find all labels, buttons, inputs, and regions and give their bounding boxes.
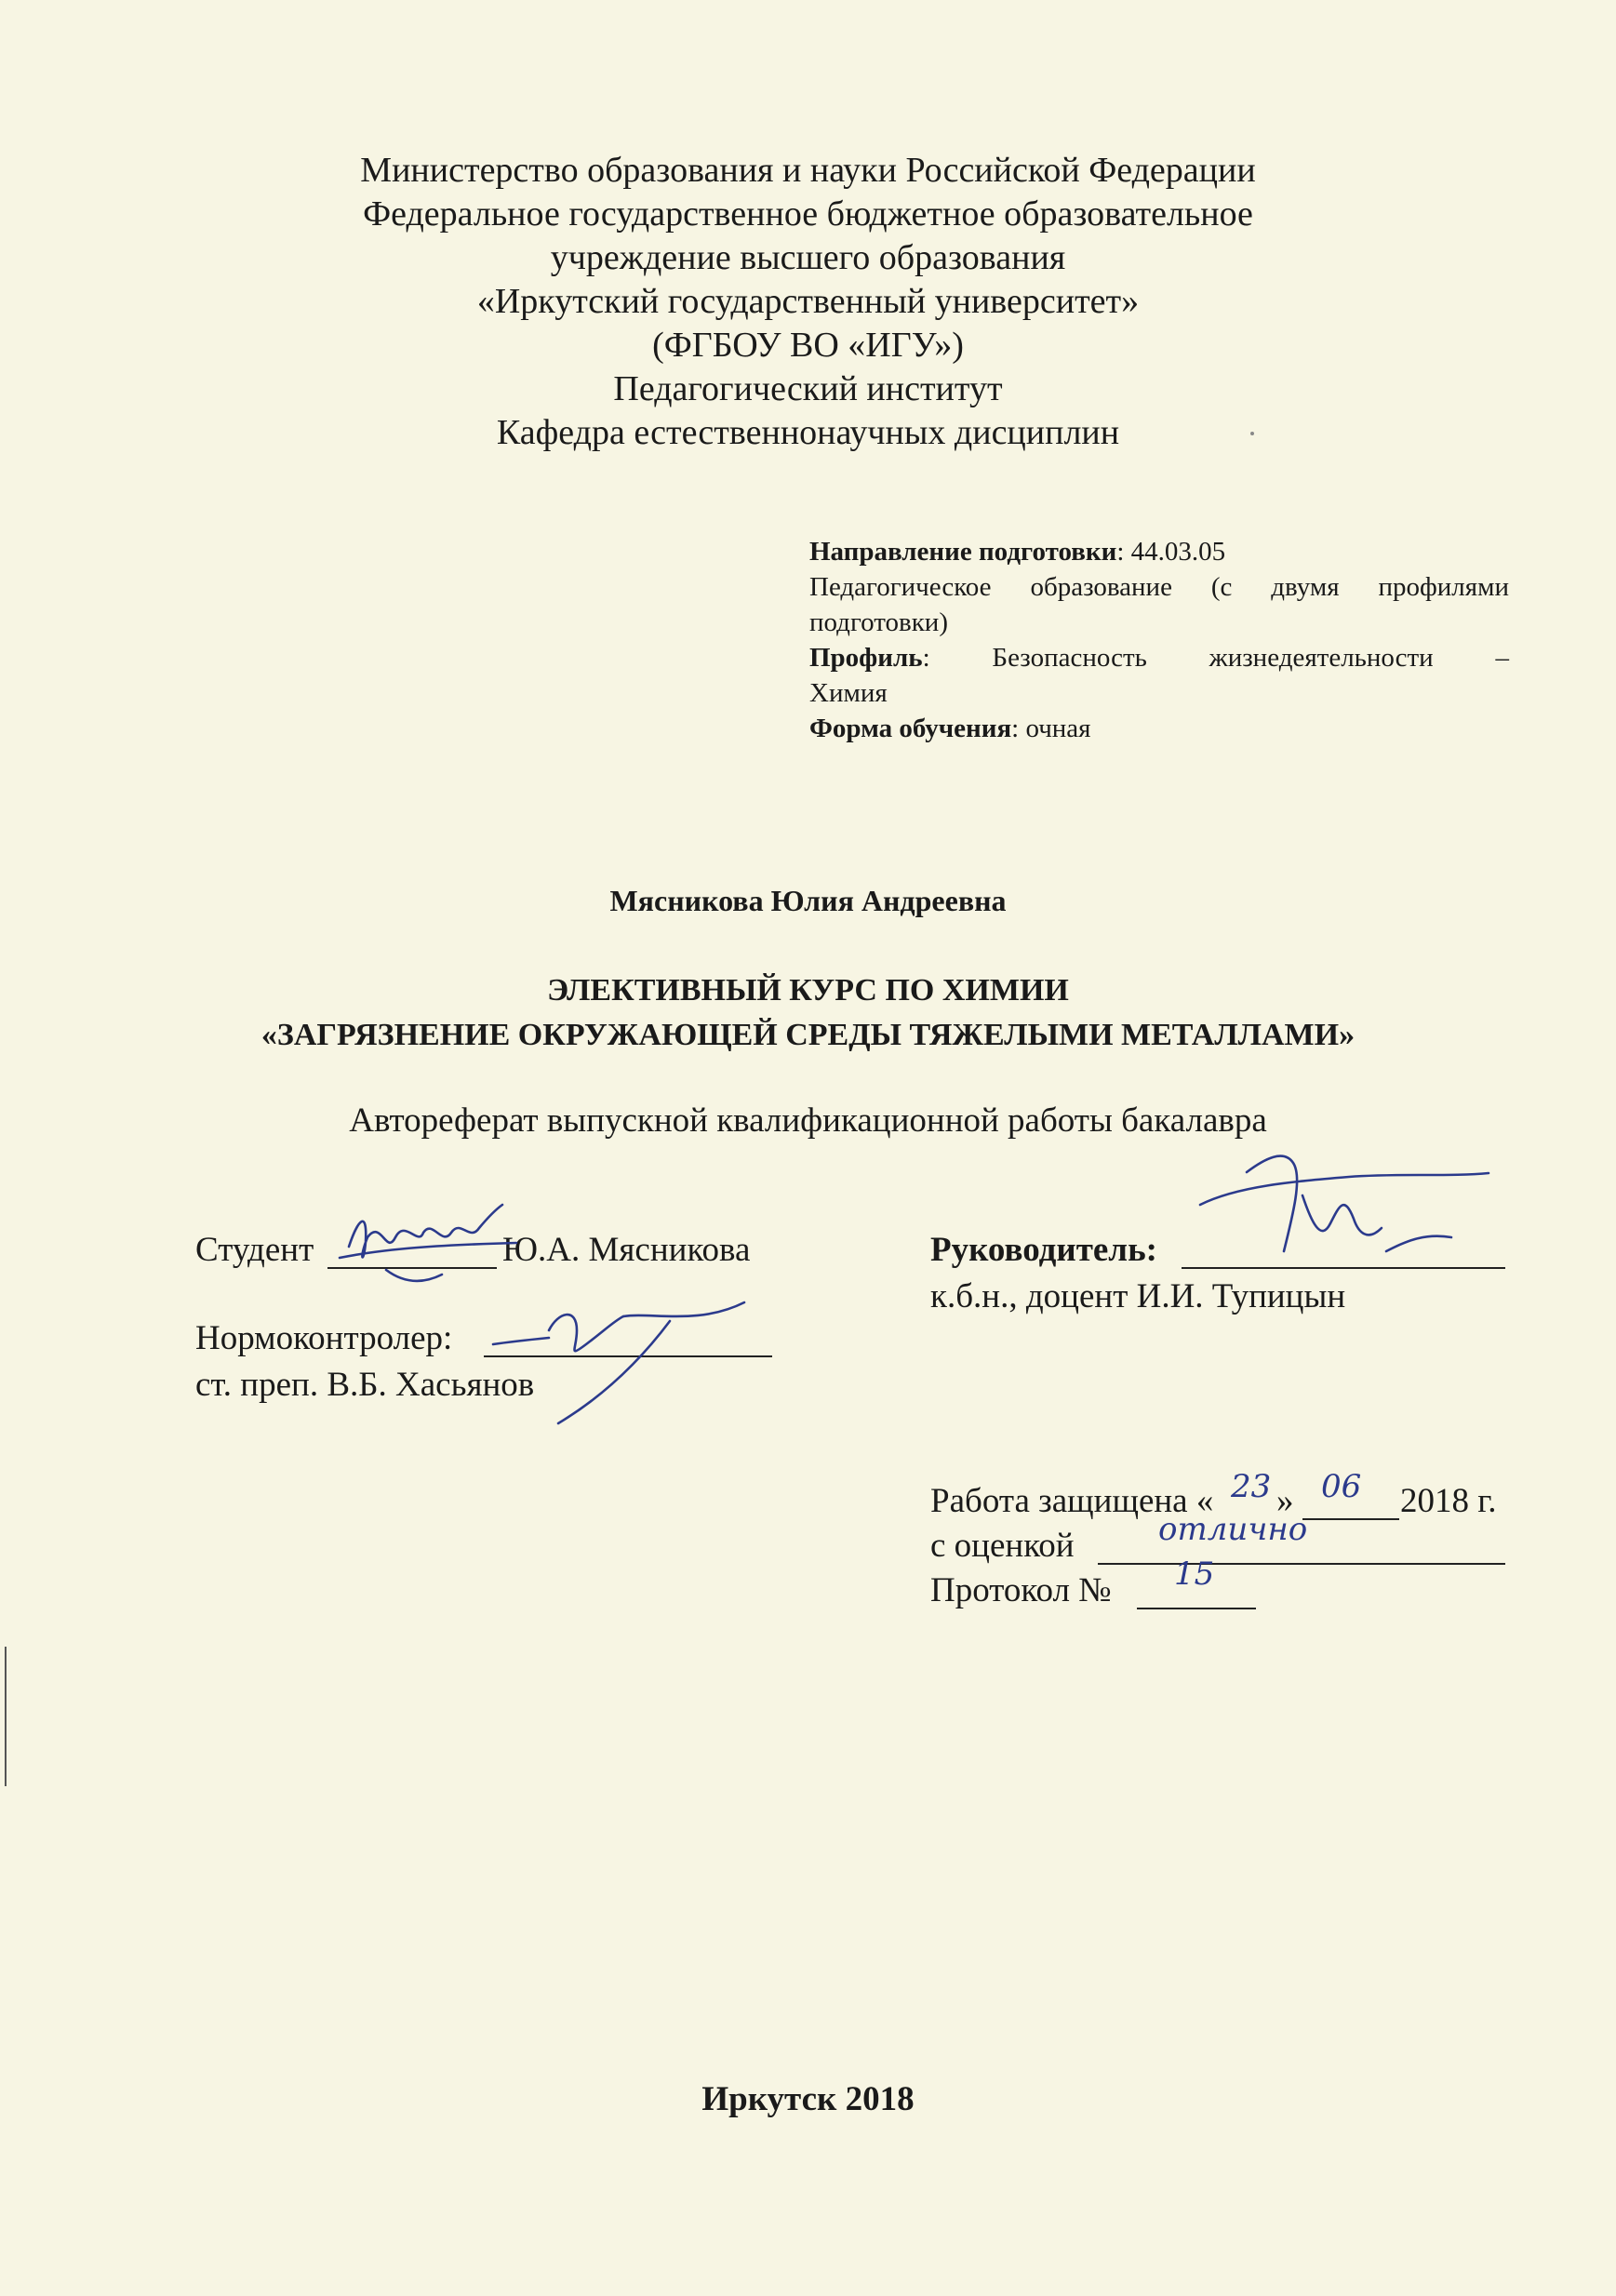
defense-month-line bbox=[1302, 1518, 1399, 1520]
protocol-line bbox=[1137, 1608, 1256, 1609]
defense-quote-close: » bbox=[1276, 1482, 1294, 1520]
defense-month: 06 bbox=[1321, 1468, 1362, 1505]
defense-year: 2018 г. bbox=[1400, 1482, 1497, 1520]
direction-line3: подготовки) bbox=[809, 607, 948, 637]
grade-value: отлично bbox=[1158, 1511, 1308, 1548]
normcontrol-handwritten-signature bbox=[484, 1293, 763, 1433]
header-line-institution: учреждение высшего образования bbox=[550, 238, 1066, 277]
direction-label: Направление подготовки bbox=[809, 537, 1117, 567]
student-label: Студент bbox=[195, 1231, 314, 1269]
profile-value-line2: Химия bbox=[809, 678, 888, 708]
header-line-department: Кафедра естественнонаучных дисциплин bbox=[496, 413, 1120, 452]
header-line-abbrev: (ФГБОУ ВО «ИГУ») bbox=[652, 326, 964, 365]
title-line1: ЭЛЕКТИВНЫЙ КУРС ПО ХИМИИ bbox=[547, 973, 1069, 1008]
supervisor-name: к.б.н., доцент И.И. Тупицын bbox=[930, 1277, 1346, 1315]
grade-label: с оценкой bbox=[930, 1527, 1075, 1565]
speck-mark bbox=[1250, 432, 1254, 435]
student-handwritten-signature bbox=[330, 1191, 526, 1293]
header-line-institute: Педагогический институт bbox=[613, 369, 1003, 408]
direction-row bbox=[809, 534, 1509, 569]
work-title bbox=[0, 968, 1616, 1058]
program-info bbox=[809, 534, 1509, 746]
profile-value: : Безопасность жизнедеятельности – bbox=[922, 643, 1509, 673]
profile-row bbox=[809, 640, 1509, 675]
protocol-label: Протокол № bbox=[930, 1571, 1112, 1609]
title-line2: «ЗАГРЯЗНЕНИЕ ОКРУЖАЮЩЕЙ СРЕДЫ ТЯЖЕЛЫМИ МЕТАЛЛАМИ» bbox=[260, 1018, 1356, 1052]
header-line-university: «Иркутский государственный университет» bbox=[476, 282, 1140, 321]
form-value: : очная bbox=[1011, 714, 1091, 743]
institution-header bbox=[0, 149, 1616, 455]
header-line-federal: Федеральное государственное бюджетное образовательное bbox=[363, 194, 1253, 234]
defense-day: 23 bbox=[1231, 1468, 1272, 1505]
direction-code: : 44.03.05 bbox=[1116, 537, 1226, 567]
scan-edge-mark bbox=[5, 1647, 7, 1786]
direction-line2: Педагогическое образование (с двумя профилями bbox=[809, 572, 1509, 602]
supervisor-label: Руководитель: bbox=[930, 1231, 1157, 1269]
city-year: Иркутск 2018 bbox=[701, 2080, 915, 2118]
defended-label: Работа защищена « bbox=[930, 1482, 1214, 1520]
form-label: Форма обучения bbox=[809, 714, 1012, 743]
profile-label: Профиль bbox=[809, 643, 923, 673]
grade-line bbox=[1098, 1563, 1505, 1565]
normcontrol-label: Нормоконтролер: bbox=[195, 1319, 453, 1357]
header-line-ministry: Министерство образования и науки Российской Федерации bbox=[360, 151, 1256, 190]
form-row bbox=[809, 711, 1509, 746]
author-name: Мясникова Юлия Андреевна bbox=[609, 884, 1007, 917]
document-type: Автореферат выпускной квалификационной работы бакалавра bbox=[349, 1101, 1267, 1140]
student-name: Ю.А. Мясникова bbox=[502, 1231, 751, 1269]
normcontrol-name: ст. преп. В.Б. Хасьянов bbox=[195, 1366, 535, 1404]
supervisor-handwritten-signature bbox=[1182, 1140, 1507, 1279]
protocol-number: 15 bbox=[1174, 1555, 1215, 1593]
